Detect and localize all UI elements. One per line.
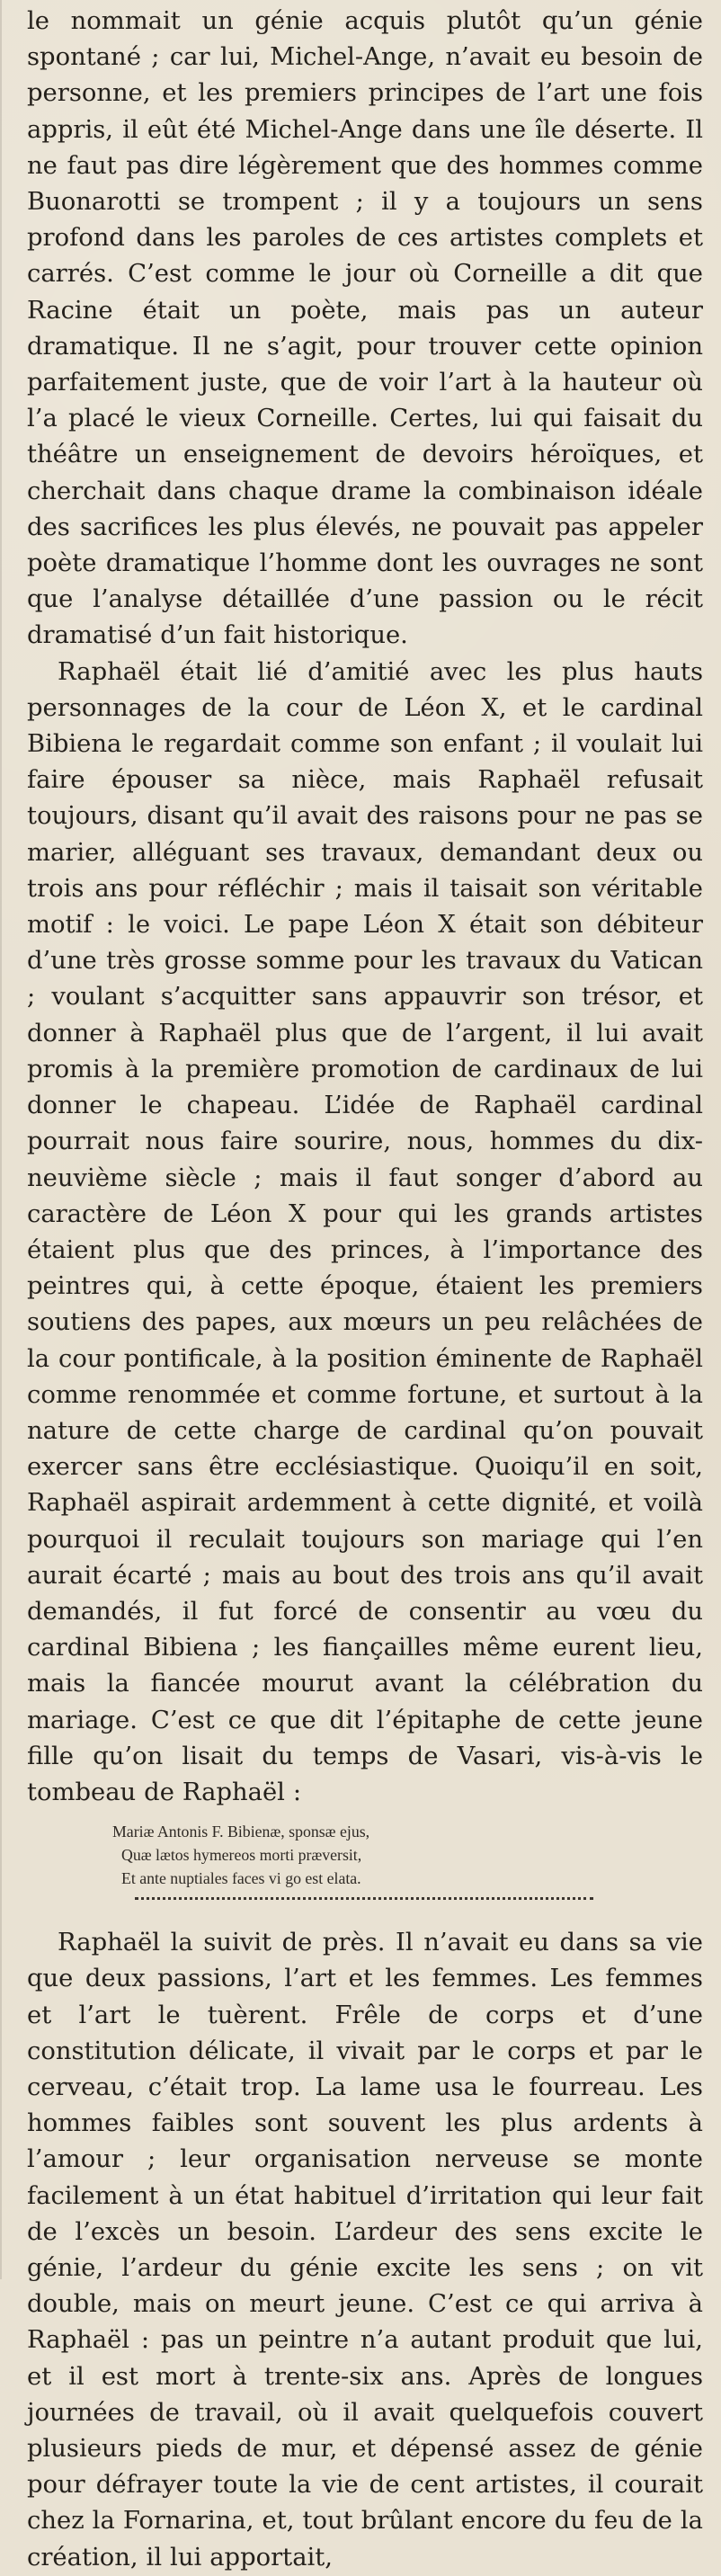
- paragraph-continuation: le nommait un génie acquis plutôt qu’un génie spontané ; car lui, Michel-Ange, n’avait eu besoin de personne, et les premiers principes de l’art une fois appris, il eût été Michel-Ange dans une île déserte. Il ne faut pas dire légèrement que des hommes comme Buonarotti se trompent ; il y a toujours un sens profond dans les paroles de ces artistes complets et carrés. C’est comme le jour où Corneille a dit que Racine était un poète, mais pas un auteur dramatique. Il ne s’agit, pour trouver cette opinion parfaitement juste, que de voir l’art à la hauteur où l’a placé le vieux Corneille. Certes, lui qui faisait du théâtre un enseignement de devoirs héroïques, et cherchait dans chaque drame la combinaison idéale des sacrifices les plus élevés, ne pouvait pas appeler poète dramatique l’homme dont les ouvrages ne sont que l’analyse détaillée d’une passion ou le récit dramatisé d’un fait historique.: [27, 7, 703, 650]
- paragraph-raphael-death: Raphaël la suivit de près. Il n’avait eu dans sa vie que deux passions, l’art et les femmes. Les femmes et l’art le tuèrent. Frêle de corps et d’une constitution délicate, il vivait par le corps et par le cerveau, c’était trop. La lame usa le fourreau. Les hommes faibles sont souvent les plus ardents à l’amour ; leur organisation nerveuse se monte facilement à un état habituel d’irritation qui leur fait de l’excès un besoin. L’ardeur des sens excite le génie, l’ardeur du génie excite les sens ; on vit double, mais on meurt jeune. C’est ce qui arriva à Raphaël : pas un peintre n’a autant produit que lui, et il est mort à trente-six ans. Après de longues journées de travail, où il avait quelquefois couvert plusieurs pieds de mur, et dépensé assez de génie pour défrayer toute la vie de cent artistes, il courait chez la Fornarina, et, tout brûlant encore du feu de la création, il lui apportait,: [27, 1929, 703, 2572]
- paragraph-raphael-cardinal: Raphaël était lié d’amitié avec les plus hauts personnages de la cour de Léon X, et le cardinal Bibiena le regardait comme son enfant ; il voulait lui faire épouser sa nièce, mais Raphaël refusait toujours, disant qu’il avait des raisons pour ne pas se marier, alléguant ses travaux, demandant deux ou trois ans pour réfléchir ; mais il taisait son véritable motif : le voici. Le pape Léon X était son débiteur d’une très grosse somme pour les travaux du Vatican ; voulant s’acquitter sans appauvrir son trésor, et donner à Raphaël plus que de l’argent, il lui avait promis à la première promotion de cardinaux de lui donner le chapeau. L’idée de Raphaël cardinal pourrait nous faire sourire, nous, hommes du dix-neuvième siècle ; mais il faut songer d’abord au caractère de Léon X pour qui les grands artistes étaient plus que des princes, à l’importance des peintres qui, à cette époque, étaient les premiers soutiens des papes, aux mœurs un peu relâchées de la cour pontificale, à la position éminente de Raphaël comme renommée et comme fortune, et surtout à la nature de cette charge de cardinal qu’on pouvait exercer sans être ecclésiastique. Quoiqu’il en soit, Raphaël aspirait ardemment à cette dignité, et voilà pourquoi il reculait toujours son mariage qui l’en aurait écarté ; mais au bout des trois ans qu’il avait demandés, il fut forcé de consentir au vœu du cardinal Bibiena ; les fiançailles même eurent lieu, mais la fiancée mourut avant la célébration du mariage. C’est ce que dit l’épitaphe de cette jeune fille qu’on lisait du temps de Vasari, vis-à-vis le tombeau de Raphaël :: [27, 657, 703, 1806]
- dotted-separator: [135, 1897, 593, 1900]
- epitaph-line-3: Et ante nuptiales faces vi go est elata.: [121, 1869, 361, 1888]
- text-column: [27, 4, 703, 2576]
- page-edge-shadow: [0, 0, 2, 2279]
- epitaph-line-1: Mariæ Antonis F. Bibienæ, sponsæ ejus,: [112, 1823, 370, 1841]
- epitaph-quote: [112, 1820, 602, 1890]
- epitaph-line-2: Quæ lætos hymereos morti præversit,: [121, 1846, 362, 1865]
